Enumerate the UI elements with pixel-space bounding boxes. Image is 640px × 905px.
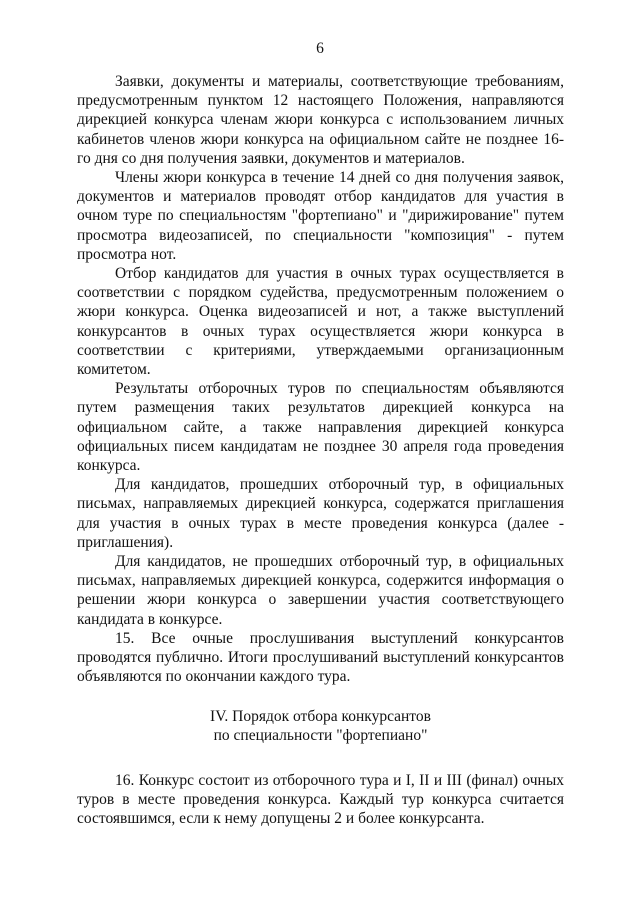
paragraph: Члены жюри конкурса в течение 14 дней со дня получения заявок, документов и материалов проводят отбор кандидатов для участия в очном туре по специальностям "фортепиано" и "дирижирование" путем просмотра видеозаписей, по специальности "композиция" - путем просмотра нот. [77,169,564,263]
paragraph: Заявки, документы и материалы, соответствующие требованиям, предусмотренным пунктом 12 настоящего Положения, направляются дирекцией конкурса членам жюри конкурса с использованием личных кабинетов членов жюри конкурса на официальном сайте не позднее 16-го дня со дня получения заявки, документов и материалов. [77,73,564,167]
paragraph: Отбор кандидатов для участия в очных турах осуществляется в соответствии с порядком судейства, предусмотренным положением о жюри конкурса. Оценка видеозаписей и нот, а также выступлений конкурсантов в очных турах осуществляется жюри конкурса в соответствии с критериями, утверждаемыми организационным комитетом. [77,265,564,379]
page-number: 6 [316,40,324,57]
document-body [77,72,564,829]
paragraph: 15. Все очные прослушивания выступлений конкурсантов проводятся публично. Итоги прослушиваний выступлений конкурсантов объявляются по окончании каждого тура. [77,629,564,686]
section-heading-line: IV. Порядок отбора конкурсантов [210,707,431,725]
section-heading [77,707,564,745]
paragraph: Результаты отборочных туров по специальностям объявляются путем размещения таких результатов дирекцией конкурса на официальном сайте, а также направления дирекцией конкурса официальных писем кандидатам не позднее 30 апреля года проведения конкурса. [77,380,564,475]
section-heading-line: по специальности "фортепиано" [213,726,428,744]
paragraph: Для кандидатов, прошедших отборочный тур, в официальных письмах, направляемых дирекцией конкурса, содержатся приглашения для участия в очных турах в месте проведения конкурса (далее - приглашения). [77,476,564,551]
paragraph: 16. Конкурс состоит из отборочного тура и I, II и III (финал) очных туров в месте проведения конкурса. Каждый тур конкурса считается состоявшимся, если к нему допущены 2 и более конкурсанта. [77,771,564,828]
paragraph: Для кандидатов, не прошедших отборочный тур, в официальных письмах, направляемых дирекцией конкурса, содержится информация о решении жюри конкурса о завершении участия соответствующего кандидата в конкурсе. [77,553,564,628]
